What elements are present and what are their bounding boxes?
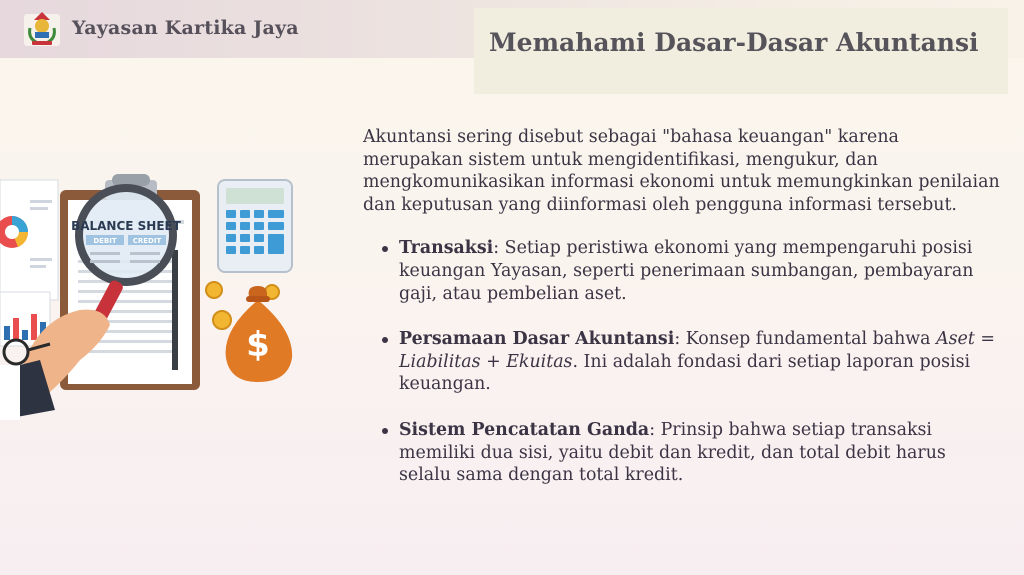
- credit-label: CREDIT: [132, 237, 162, 245]
- intro-paragraph: Akuntansi sering disebut sebagai "bahasa keuangan" karena merupakan sistem untuk mengidentifikasi, mengukur, dan mengkomunikasikan informasi ekonomi untuk memungkinkan penilaian dan keputusan yang diinformasi oleh pengguna informasi tersebut.: [363, 127, 1000, 215]
- bullet-text: : Setiap peristiwa ekonomi yang mempengaruhi posisi keuangan Yayasan, seperti penerimaan sumbangan, pembayaran gaji, atau pembelian aset.: [399, 238, 974, 304]
- brand-name: Yayasan Kartika Jaya: [72, 17, 299, 39]
- list-item: [399, 328, 1003, 396]
- bullet-text-continued: . Ini adalah fondasi dari setiap laporan posisi keuangan.: [399, 351, 971, 395]
- report-paper-icon: [0, 180, 58, 300]
- balance-sheet-title: BALANCE SHEET: [71, 219, 181, 233]
- list-item: [399, 237, 1003, 305]
- bag-dollar-symbol: $: [246, 325, 270, 365]
- money-bag-icon: [226, 286, 293, 382]
- title-box: [474, 8, 1008, 94]
- foundation-logo-icon: [20, 6, 64, 50]
- calculator-icon: [218, 180, 292, 272]
- key-points-list: [399, 237, 1003, 486]
- accounting-equation: Aset = Liabilitas + Ekuitas: [399, 329, 995, 372]
- bullet-term: Persamaan Dasar Akuntansi: [399, 329, 675, 350]
- bullet-text: : Konsep fundamental bahwa: [674, 329, 937, 350]
- bullet-term: Transaksi: [399, 238, 494, 259]
- list-item: [399, 419, 1003, 487]
- main-content: [363, 126, 1003, 510]
- accounting-illustration: [0, 160, 300, 420]
- bullet-term: Sistem Pencatatan Ganda: [399, 419, 650, 440]
- page-title: Memahami Dasar-Dasar Akuntansi: [489, 28, 979, 57]
- debit-label: DEBIT: [93, 237, 117, 245]
- bullet-text: : Prinsip bahwa setiap transaksi memiliki dua sisi, yaitu debit dan kredit, dan total debit harus selalu sama dengan total kredit.: [399, 419, 946, 486]
